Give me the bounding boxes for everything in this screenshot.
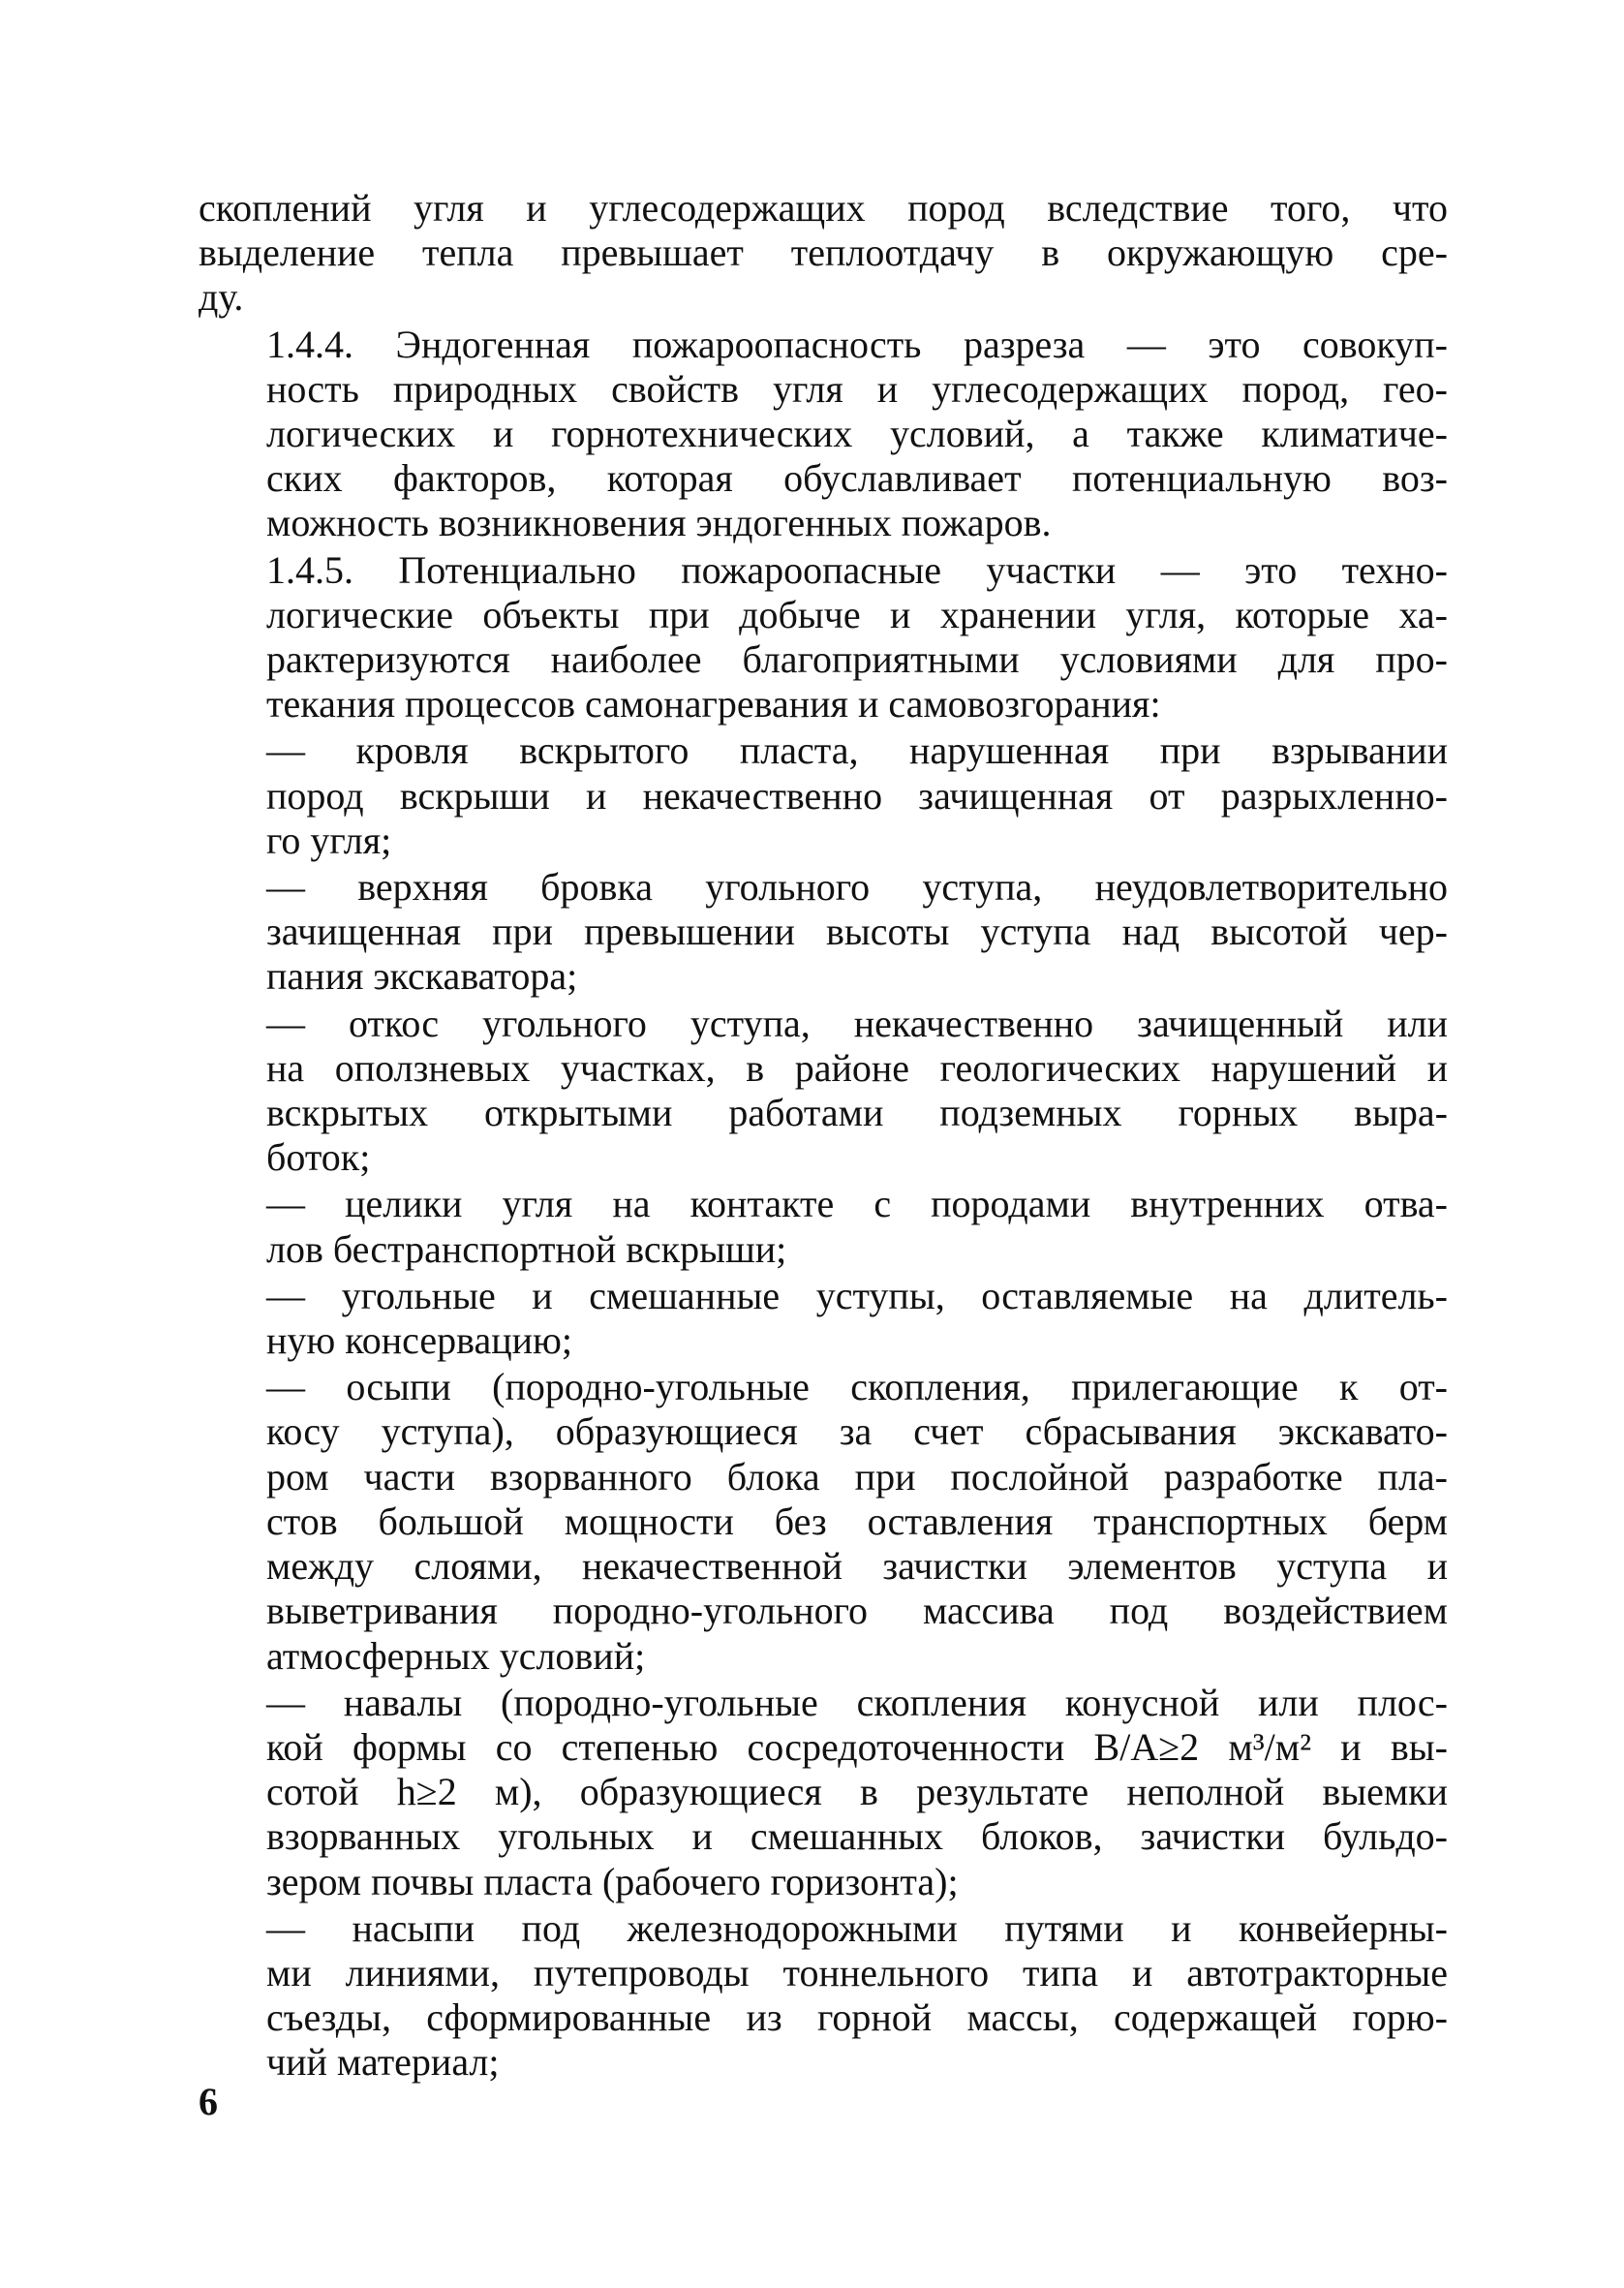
text-line: — насыпи под железнодорожными путями и конвейерны-: [266, 1905, 1448, 1950]
text-line: — осыпи (породно-угольные скопления, прилегающие к от-: [266, 1365, 1448, 1409]
text-line: чий материал;: [266, 2040, 500, 2085]
text-line: ских факторов, которая обуславливает потенциальную воз-: [266, 456, 1448, 501]
text-line: го угля;: [266, 818, 392, 862]
list-item: [199, 1365, 1448, 1678]
text-line: ми линиями, путепроводы тоннельного типа и автотракторные: [266, 1950, 1448, 1994]
text-line: боток;: [266, 1135, 371, 1180]
text-line: ду.: [199, 275, 244, 320]
text-line: текания процессов самонагревания и самовозгорания:: [266, 682, 1161, 727]
text-line: логические объекты при добыче и хранении угля, которые ха-: [266, 592, 1448, 636]
list-item: [199, 1906, 1448, 2086]
text-line: пания экскаватора;: [266, 954, 578, 999]
text-line: стов большой мощности без оставления транспортных берм: [266, 1499, 1448, 1543]
list-item: [199, 1182, 1448, 1271]
text-line: можность возникновения эндогенных пожаров.: [266, 501, 1052, 545]
text-line: лов бестранспортной вскрыши;: [266, 1226, 787, 1271]
page-number: 6: [199, 2080, 218, 2123]
text-line: ную консервацию;: [266, 1318, 573, 1363]
text-line: между слоями, некачественной зачистки элементов уступа и: [266, 1544, 1448, 1589]
text-line: рактеризуются наиболее благоприятными условиями для про-: [266, 637, 1448, 682]
text-line: логических и горнотехнических условий, а также климатиче-: [266, 412, 1448, 456]
text-line: ром части взорванного блока при послойной разработке пла-: [266, 1454, 1448, 1499]
text-line: — верхняя бровка угольного уступа, неудовлетворительно: [266, 865, 1448, 910]
paragraph: [199, 186, 1448, 321]
text-line: зером почвы пласта (рабочего горизонта);: [266, 1859, 959, 1903]
text-line: косу уступа), образующиеся за счет сбрасывания экскавато-: [266, 1409, 1448, 1454]
text-line: на оползневых участках, в районе геологических нарушений и: [266, 1045, 1448, 1090]
paragraph-section-1-4-4: [199, 323, 1448, 546]
list-item: [199, 865, 1448, 1000]
paragraph-section-1-4-5: [199, 548, 1448, 727]
text-line: скоплений угля и углесодержащих пород вследствие того, что: [199, 186, 1448, 230]
text-line: сотой h≥2 м), образующиеся в результате неполной выемки: [266, 1770, 1448, 1814]
text-line: вскрытых открытыми работами подземных горных выра-: [266, 1091, 1448, 1135]
list-item: [199, 1002, 1448, 1181]
text-line: кой формы со степенью сосредоточенности В/А≥2 м³/м² и вы-: [266, 1724, 1448, 1769]
text-line: — навалы (породно-угольные скопления конусной или плос-: [266, 1680, 1448, 1724]
text-line: ность природных свойств угля и углесодержащих пород, гео-: [266, 366, 1448, 411]
text-line: взорванных угольных и смешанных блоков, зачистки бульдо-: [266, 1814, 1448, 1859]
text-line: — кровля вскрытого пласта, нарушенная при взрывании: [266, 728, 1448, 773]
list-item: [199, 1681, 1448, 1904]
text-line: — откос угольного уступа, некачественно зачищенный или: [266, 1001, 1448, 1045]
text-line: 1.4.5. Потенциально пожароопасные участки — это техно-: [266, 547, 1448, 592]
body-text: [199, 186, 1448, 2087]
text-line: выветривания породно-угольного массива под воздействием: [266, 1589, 1448, 1633]
text-line: зачищенная при превышении высоты уступа над высотой чер-: [266, 910, 1448, 954]
text-line: — целики угля на контакте с породами внутренних отва-: [266, 1182, 1448, 1226]
text-line: съезды, сформированные из горной массы, содержащей горю-: [266, 1995, 1448, 2040]
text-line: 1.4.4. Эндогенная пожароопасность разреза — это совокуп-: [266, 322, 1448, 366]
text-line: атмосферных условий;: [266, 1633, 646, 1678]
list-item: [199, 728, 1448, 863]
list-item: [199, 1274, 1448, 1363]
text-line: пород вскрыши и некачественно зачищенная от разрыхленно-: [266, 773, 1448, 818]
text-line: — угольные и смешанные уступы, оставляемые на длитель-: [266, 1273, 1448, 1317]
text-line: выделение тепла превышает теплоотдачу в окружающую сре-: [199, 231, 1448, 275]
